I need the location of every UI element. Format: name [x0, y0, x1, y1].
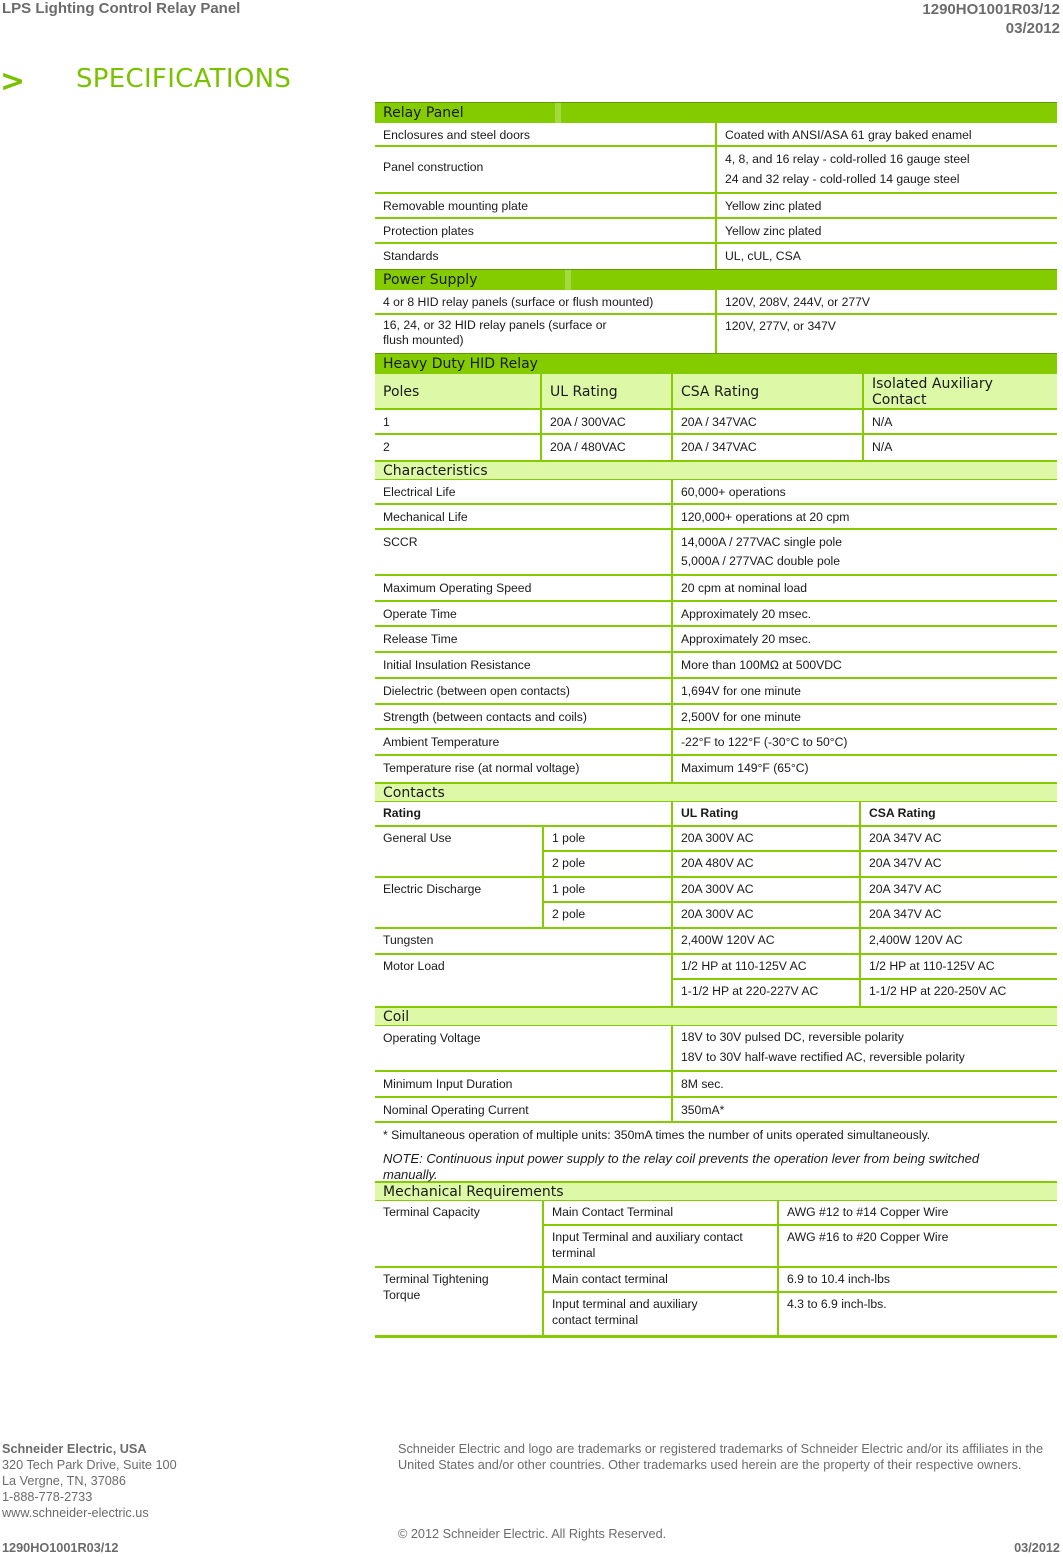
table-cell: 1: [375, 410, 542, 433]
column-header: Poles: [375, 374, 542, 408]
subsection-header-contacts: Contacts: [375, 782, 1057, 802]
row-value: 1,694V for one minute: [681, 684, 801, 698]
row-label: Mechanical Life: [375, 505, 673, 528]
table-row: [375, 219, 1057, 244]
row-label: Protection plates: [375, 219, 717, 242]
row-value: 8M sec.: [681, 1077, 724, 1091]
row-value: 20 cpm at nominal load: [681, 581, 808, 595]
table-cell: 2: [375, 435, 542, 460]
row-value-line: 14,000A / 277VAC single pole: [681, 535, 843, 549]
table-cell: Main contact terminal: [544, 1268, 779, 1293]
row-value: Coated with ANSI/ASA 61 gray baked enamel: [725, 128, 972, 142]
footer-address-line: 320 Tech Park Drive, Suite 100: [2, 1458, 177, 1472]
row-label: Removable mounting plate: [375, 194, 717, 217]
table-cell: 1-1/2 HP at 220-250V AC: [869, 984, 1007, 998]
table-cell: 6.9 to 10.4 inch-lbs: [779, 1268, 1057, 1293]
row-label: Nominal Operating Current: [375, 1098, 673, 1121]
table-cell: Input terminal and auxiliary contact terminal: [544, 1293, 779, 1335]
footer-website: www.schneider-electric.us: [2, 1506, 149, 1520]
contacts-table: [375, 802, 1057, 1006]
row-value: 120V, 208V, 244V, or 277V: [725, 295, 871, 309]
row-value-line: 18V to 30V pulsed DC, reversible polarity: [681, 1030, 904, 1044]
table-row: [375, 1098, 1057, 1123]
row-value: Maximum 149°F (65°C): [681, 761, 809, 775]
hid-relay-column-headers: [375, 374, 1057, 410]
footer-address-line: La Vergne, TN, 37086: [2, 1474, 126, 1488]
row-label: Terminal Capacity: [375, 1201, 544, 1268]
row-label: Terminal Tightening Torque: [375, 1268, 544, 1335]
page-title: SPECIFICATIONS: [76, 64, 292, 94]
row-label: Motor Load: [375, 955, 673, 1006]
row-label: Tungsten: [375, 929, 673, 955]
section-header-power-supply: Power Supply: [375, 269, 1057, 290]
column-header: Isolated Auxiliary Contact: [872, 376, 993, 408]
row-value: [673, 530, 1057, 574]
table-cell: 20A 300V AC: [673, 827, 861, 852]
table-cell: 20A 480V AC: [673, 852, 861, 878]
document-date: 03/2012: [1005, 20, 1060, 37]
footer-address: [2, 1441, 177, 1521]
row-value: More than 100MΩ at 500VDC: [681, 658, 842, 672]
row-label: 16, 24, or 32 HID relay panels (surface or flush mounted): [375, 315, 717, 353]
row-value-line: 4, 8, and 16 relay - cold-rolled 16 gauge steel: [725, 152, 970, 166]
row-value-line: 18V to 30V half-wave rectified AC, reversible polarity: [681, 1050, 965, 1064]
table-row: [375, 653, 1057, 679]
row-value-line: 24 and 32 relay - cold-rolled 14 gauge steel: [725, 172, 960, 186]
footer-doc-number: 1290HO1001R03/12: [2, 1541, 119, 1555]
table-cell: AWG #16 to #20 Copper Wire: [779, 1226, 1057, 1268]
row-value-line: 5,000A / 277VAC double pole: [681, 554, 841, 568]
coil-note: NOTE: Continuous input power supply to the relay coil prevents the operation lever from being switched manually.: [383, 1151, 980, 1182]
row-value: 350mA*: [681, 1103, 725, 1117]
row-value: [717, 147, 1057, 192]
row-label: Temperature rise (at normal voltage): [375, 756, 673, 782]
footer-phone: 1-888-778-2733: [2, 1490, 93, 1504]
subsection-header-characteristics: Characteristics: [375, 460, 1057, 480]
table-cell: 2,400W 120V AC: [673, 929, 861, 955]
section-header-hid-relay: Heavy Duty HID Relay: [375, 353, 1057, 374]
document-number: 1290HO1001R03/12: [922, 1, 1060, 18]
row-value: 60,000+ operations: [681, 485, 786, 499]
column-header: CSA Rating: [673, 374, 864, 408]
row-value: Yellow zinc plated: [725, 199, 822, 213]
table-row: [375, 602, 1057, 627]
row-value: 2,500V for one minute: [681, 710, 801, 724]
table-cell: 1 pole: [544, 878, 673, 903]
table-row: [375, 576, 1057, 602]
row-label: Strength (between contacts and coils): [375, 705, 673, 728]
table-cell: N/A: [872, 415, 893, 429]
document-number-date: [922, 0, 1060, 38]
row-value: 120,000+ operations at 20 cpm: [681, 510, 850, 524]
table-row: [375, 627, 1057, 653]
row-label: SCCR: [375, 530, 673, 574]
subsection-header-mechanical: Mechanical Requirements: [375, 1181, 1057, 1201]
row-value: 120V, 277V, or 347V: [725, 319, 836, 333]
row-value: Approximately 20 msec.: [681, 632, 812, 646]
table-row: [375, 1026, 1057, 1072]
table-row: [375, 123, 1057, 147]
table-cell: 20A 300V AC: [673, 903, 861, 929]
section-header-relay-panel: Relay Panel: [375, 102, 1057, 123]
footer-company: Schneider Electric, USA: [2, 1442, 147, 1456]
table-cell: 1/2 HP at 110-125V AC: [673, 955, 861, 980]
table-cell: 20A / 300VAC: [542, 410, 673, 433]
table-row: [375, 705, 1057, 730]
row-label: Electric Discharge: [375, 878, 544, 929]
row-label: Minimum Input Duration: [375, 1072, 673, 1096]
table-row: [375, 756, 1057, 782]
table-cell: Input Terminal and auxiliary contact terminal: [544, 1226, 779, 1268]
row-value: Approximately 20 msec.: [681, 607, 812, 621]
table-cell: 20A / 480VAC: [542, 435, 673, 460]
row-label: Enclosures and steel doors: [375, 123, 717, 145]
row-label: Initial Insulation Resistance: [375, 653, 673, 677]
table-row: [375, 435, 1057, 460]
table-cell: 1 pole: [544, 827, 673, 852]
footer-date: 03/2012: [1014, 1541, 1060, 1555]
chevron-icon: >: [0, 64, 26, 99]
table-cell: N/A: [872, 440, 893, 454]
row-label: Operate Time: [375, 602, 673, 625]
table-cell: 1-1/2 HP at 220-227V AC: [673, 980, 861, 1006]
row-value: -22°F to 122°F (-30°C to 50°C): [681, 735, 848, 749]
row-value: [673, 1026, 1057, 1070]
table-row: [375, 410, 1057, 435]
table-row: [375, 530, 1057, 576]
table-row: [375, 505, 1057, 530]
row-label: Electrical Life: [375, 480, 673, 503]
table-row: [375, 730, 1057, 756]
row-value: UL, cUL, CSA: [725, 249, 801, 263]
table-cell: AWG #12 to #14 Copper Wire: [779, 1201, 1057, 1226]
table-row: [375, 147, 1057, 194]
table-row: [375, 244, 1057, 269]
table-cell: 4.3 to 6.9 inch-lbs.: [787, 1297, 887, 1311]
table-row: [375, 290, 1057, 315]
row-label: Ambient Temperature: [375, 730, 673, 754]
footer-trademark: Schneider Electric and logo are trademarks or registered trademarks of Schneider Electric and/or its affiliates in the United States and/or other countries. Other trademarks used herein are the property of their respective owners.: [398, 1442, 1044, 1472]
document-title: LPS Lighting Control Relay Panel: [2, 0, 241, 17]
row-label: Maximum Operating Speed: [375, 576, 673, 600]
specifications-table: [375, 102, 1057, 1338]
table-cell: 20A 347V AC: [861, 878, 1057, 903]
table-row: [375, 194, 1057, 219]
column-header: Rating: [375, 802, 673, 827]
mechanical-table: [375, 1201, 1057, 1338]
table-cell: 2,400W 120V AC: [861, 929, 1057, 955]
table-cell: 20A / 347VAC: [673, 410, 864, 433]
row-label: Release Time: [375, 627, 673, 651]
row-value: Yellow zinc plated: [725, 224, 822, 238]
row-label: Panel construction: [375, 147, 717, 192]
subsection-header-coil: Coil: [375, 1006, 1057, 1026]
footer-copyright: © 2012 Schneider Electric. All Rights Reserved.: [398, 1527, 667, 1541]
table-row: [375, 1072, 1057, 1098]
row-label: Standards: [375, 244, 717, 269]
column-header: CSA Rating: [861, 802, 1057, 827]
row-label: General Use: [375, 827, 544, 878]
column-header: UL Rating: [542, 374, 673, 408]
table-row: [375, 315, 1057, 353]
row-label: Operating Voltage: [375, 1026, 673, 1070]
row-label: 4 or 8 HID relay panels (surface or flush mounted): [375, 290, 717, 313]
table-cell: 2 pole: [544, 852, 673, 878]
table-cell: 20A 347V AC: [861, 903, 1057, 929]
coil-footnote: * Simultaneous operation of multiple units: 350mA times the number of units operated simultaneously.: [383, 1128, 931, 1142]
table-cell: 20A 347V AC: [861, 852, 1057, 878]
table-row: [375, 480, 1057, 505]
table-row: [375, 679, 1057, 705]
table-cell: 20A 300V AC: [673, 878, 861, 903]
table-cell: 20A 347V AC: [861, 827, 1057, 852]
column-header: UL Rating: [673, 802, 861, 827]
table-cell: Main Contact Terminal: [544, 1201, 779, 1226]
table-cell: 1/2 HP at 110-125V AC: [861, 955, 1057, 980]
row-label: Dielectric (between open contacts): [375, 679, 673, 703]
table-cell: 20A / 347VAC: [673, 435, 864, 460]
table-cell: 2 pole: [544, 903, 673, 929]
